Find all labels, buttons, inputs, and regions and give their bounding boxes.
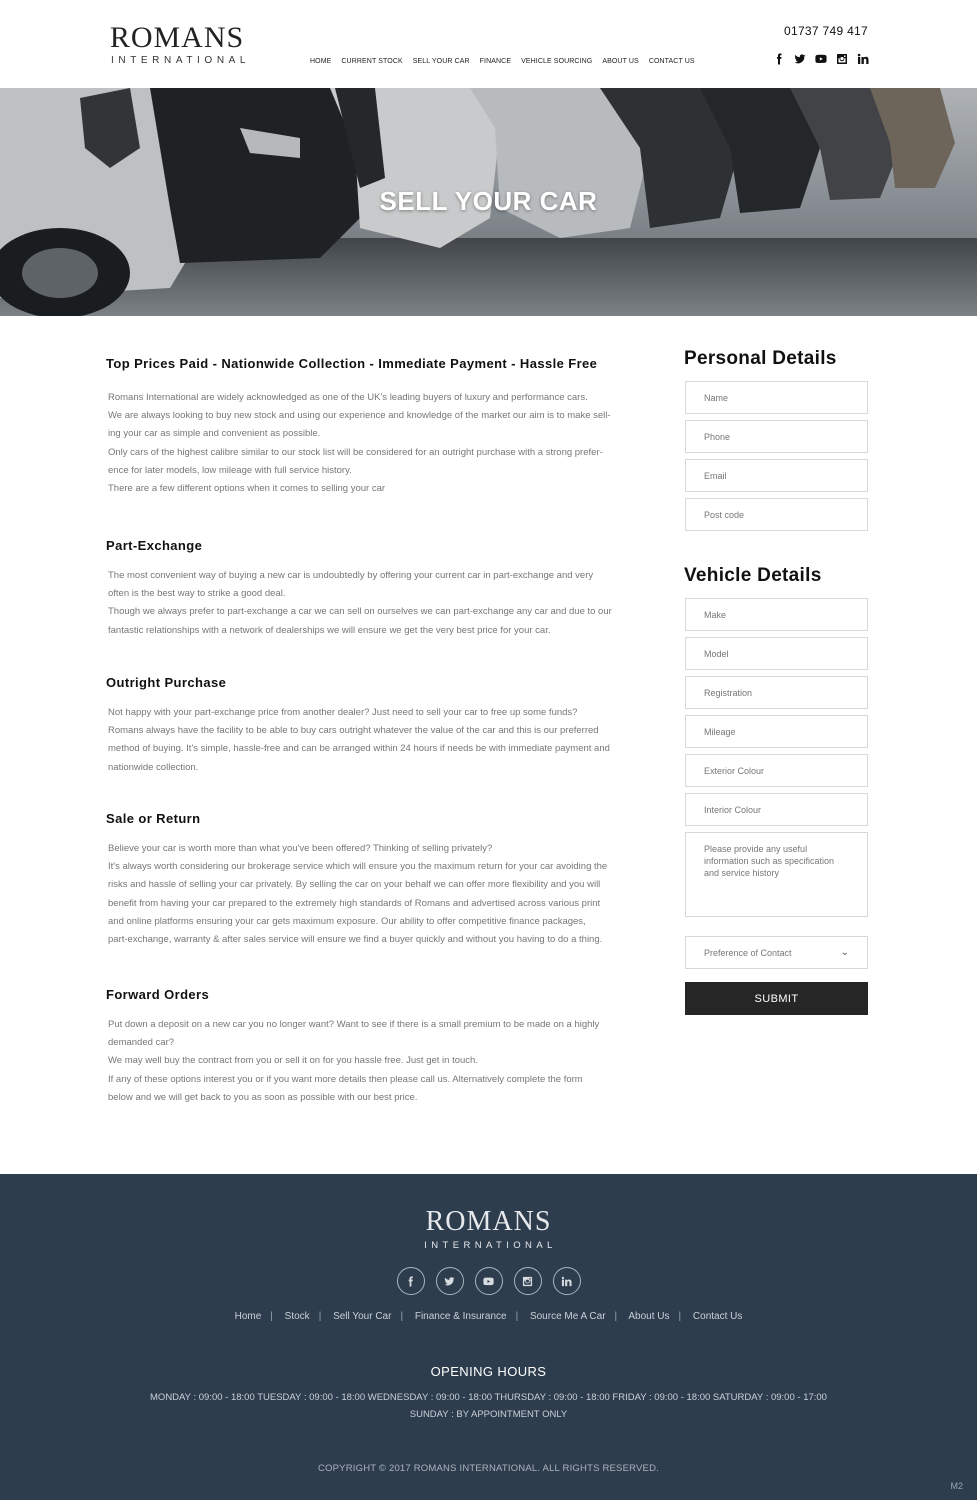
exterior-colour-field[interactable]: Exterior Colour <box>685 754 868 787</box>
paragraph-line: risks and hassle of selling your car privately. By selling the car on your behalf we can offer more flexibility and you will <box>108 879 601 891</box>
opening-hours-title: OPENING HOURS <box>430 1364 547 1379</box>
section-body <box>106 704 666 777</box>
chevron-down-icon: ⌄ <box>840 947 849 958</box>
paragraph-line: Romans International are widely acknowledged as one of the UK's leading buyers of luxury and performance cars. <box>108 392 588 403</box>
instagram-icon[interactable] <box>514 1267 542 1295</box>
paragraph-line: There are a few different options when it comes to selling your car <box>108 483 386 495</box>
footer-link-finance-insurance[interactable]: Finance & Insurance <box>414 1311 507 1322</box>
paragraph-line: Romans always have the facility to be able to buy cars outright whatever the value of the car and this is our preferred <box>108 725 599 737</box>
footer-logo-sub: INTERNATIONAL <box>424 1240 557 1251</box>
footer-link-about-us[interactable]: About Us <box>628 1311 670 1322</box>
facebook-icon[interactable] <box>397 1267 425 1295</box>
paragraph-line: Put down a deposit on a new car you no longer want? Want to see if there is a small premium to be made on a highly <box>108 1019 600 1030</box>
email-field[interactable]: Email <box>685 459 868 492</box>
paragraph-line: Only cars of the highest calibre similar to our stock list will be considered for an outright purchase with a strong prefer- <box>108 446 603 458</box>
footer-links <box>0 1311 977 1322</box>
footer-link-home[interactable]: Home <box>234 1311 262 1322</box>
header-socials <box>773 53 869 65</box>
paragraph-line: Though we always prefer to part-exchange a car we can sell on ourselves we can part-exchange any car and due to our <box>108 606 612 618</box>
paragraph-line: It's always worth considering our brokerage service which will ensure you the maximum return for your car avoiding the <box>108 861 608 873</box>
nav-about-us[interactable]: ABOUT US <box>602 58 639 65</box>
paragraph-line: Believe your car is worth more than what you've been offered? Thinking of selling privately? <box>108 843 493 854</box>
corner-badge: M2 <box>950 1481 963 1491</box>
paragraph-line: fantastic relationships with a network of dealerships we will ensure we get the very best price for your car. <box>108 624 551 636</box>
paragraph-line: demanded car? <box>108 1037 175 1049</box>
youtube-icon[interactable] <box>475 1267 503 1295</box>
opening-hours <box>0 1389 977 1423</box>
section-intro <box>106 356 666 498</box>
nav-home[interactable]: HOME <box>310 58 332 65</box>
link-separator: | <box>400 1311 404 1322</box>
section-title: Outright Purchase <box>106 675 227 690</box>
footer-link-source-me-a-car[interactable]: Source Me A Car <box>529 1311 606 1322</box>
site-header <box>0 0 977 88</box>
copyright: COPYRIGHT © 2017 ROMANS INTERNATIONAL. ALL RIGHTS RESERVED. <box>317 1463 659 1474</box>
hero-banner <box>0 88 977 316</box>
main-nav <box>310 58 695 65</box>
link-separator: | <box>318 1311 322 1322</box>
additional-info-textarea[interactable]: Please provide any useful information such as specification and service history <box>685 832 868 917</box>
paragraph-line: ence for later models, low mileage with full service history. <box>108 464 352 476</box>
paragraph-line: benefit from having your car prepared to the extremely high standards of Romans and advertised across various print <box>108 897 601 909</box>
paragraph-line: method of buying. It's simple, hassle-free and can be arranged within 24 hours if needs be with immediate payment and <box>108 743 610 755</box>
phone-number[interactable]: 01737 749 417 <box>784 24 868 38</box>
personal-details-heading: Personal Details <box>684 348 837 369</box>
linkedin-icon[interactable] <box>857 53 869 65</box>
section-body <box>106 1016 666 1107</box>
twitter-icon[interactable] <box>794 53 806 65</box>
paragraph-line: ing your car as simple and convenient as possible. <box>108 428 321 440</box>
paragraph-line: Not happy with your part-exchange price from another dealer? Just need to sell your car to free up some funds? <box>108 707 578 718</box>
mileage-field[interactable]: Mileage <box>685 715 868 748</box>
section-title: Part-Exchange <box>106 538 203 553</box>
link-separator: | <box>515 1311 519 1322</box>
logo-main-text: ROMANS <box>109 21 245 54</box>
registration-field[interactable]: Registration <box>685 676 868 709</box>
make-field[interactable]: Make <box>685 598 868 631</box>
nav-contact-us[interactable]: CONTACT US <box>648 58 695 65</box>
opening-hours-sunday: SUNDAY : BY APPOINTMENT ONLY <box>409 1409 568 1420</box>
footer-link-contact-us[interactable]: Contact Us <box>692 1311 743 1322</box>
paragraph-line: below and we will get back to you as soon as possible with our best price. <box>108 1091 418 1103</box>
footer-socials <box>0 1267 977 1295</box>
phone-field[interactable]: Phone <box>685 420 868 453</box>
footer-logo-main: ROMANS <box>425 1206 552 1237</box>
section-title: Sale or Return <box>106 811 201 826</box>
hero-title: SELL YOUR CAR <box>379 186 598 216</box>
logo-sub-text: INTERNATIONAL <box>111 55 251 66</box>
nav-finance[interactable]: FINANCE <box>479 58 512 65</box>
linkedin-icon[interactable] <box>553 1267 581 1295</box>
vehicle-details-heading: Vehicle Details <box>684 565 822 586</box>
contact-preference-label: Preference of Contact <box>704 947 792 958</box>
paragraph-line: part-exchange, warranty & after sales service will ensure we find a buyer quickly and without you having to do a thing. <box>108 934 603 946</box>
paragraph-line: The most convenient way of buying a new car is undoubtedly by offering your current car in part-exchange and very <box>108 570 594 581</box>
twitter-icon[interactable] <box>436 1267 464 1295</box>
nav-sell-your-car[interactable]: SELL YOUR CAR <box>412 58 470 65</box>
site-footer <box>0 1174 977 1500</box>
footer-link-stock[interactable]: Stock <box>284 1311 310 1322</box>
section-outright-purchase <box>106 675 666 777</box>
nav-current-stock[interactable]: CURRENT STOCK <box>341 58 403 65</box>
submit-button[interactable]: SUBMIT <box>685 982 868 1015</box>
paragraph-line: and online platforms ensuring your car gets maximum exposure. Our ability to offer competitive finance packages, <box>108 915 586 927</box>
section-body <box>106 840 666 949</box>
section-title: Forward Orders <box>106 987 210 1002</box>
section-sale-or-return <box>106 811 666 949</box>
opening-hours-weekdays: MONDAY : 09:00 - 18:00 TUESDAY : 09:00 - 18:00 WEDNESDAY : 09:00 - 18:00 THURSDAY : 09:00 - 18:00 FRIDAY : 09:00 - 18:00 SATURDAY : 09:00 - 17:00 <box>150 1392 827 1403</box>
model-field[interactable]: Model <box>685 637 868 670</box>
paragraph-line: If any of these options interest you or if you want more details then please call us. Alternatively complete the form <box>108 1073 583 1085</box>
section-body <box>106 567 666 640</box>
link-separator: | <box>270 1311 273 1322</box>
link-separator: | <box>678 1311 682 1322</box>
youtube-icon[interactable] <box>815 53 827 65</box>
link-separator: | <box>614 1311 618 1322</box>
contact-preference-select[interactable] <box>685 936 868 969</box>
section-forward-orders <box>106 987 666 1107</box>
footer-logo[interactable] <box>0 1208 977 1251</box>
nav-vehicle-sourcing[interactable]: VEHICLE SOURCING <box>521 58 593 65</box>
site-logo[interactable] <box>107 21 251 66</box>
instagram-icon[interactable] <box>836 53 848 65</box>
paragraph-line: We may well buy the contract from you or sell it on for you hassle free. Just get in touch. <box>108 1055 478 1067</box>
footer-link-sell-your-car[interactable]: Sell Your Car <box>333 1311 392 1322</box>
facebook-icon[interactable] <box>773 53 785 65</box>
section-part-exchange <box>106 538 666 640</box>
postcode-field[interactable]: Post code <box>685 498 868 531</box>
name-field[interactable]: Name <box>685 381 868 414</box>
section-title: Top Prices Paid - Nationwide Collection - Immediate Payment - Hassle Free <box>106 356 598 371</box>
paragraph-line: nationwide collection. <box>108 761 199 773</box>
paragraph-line: often is the best way to strike a good deal. <box>108 588 286 600</box>
interior-colour-field[interactable]: Interior Colour <box>685 793 868 826</box>
paragraph-line: We are always looking to buy new stock and using our experience and knowledge of the market our aim is to make sell- <box>108 410 611 422</box>
section-body <box>106 389 666 498</box>
